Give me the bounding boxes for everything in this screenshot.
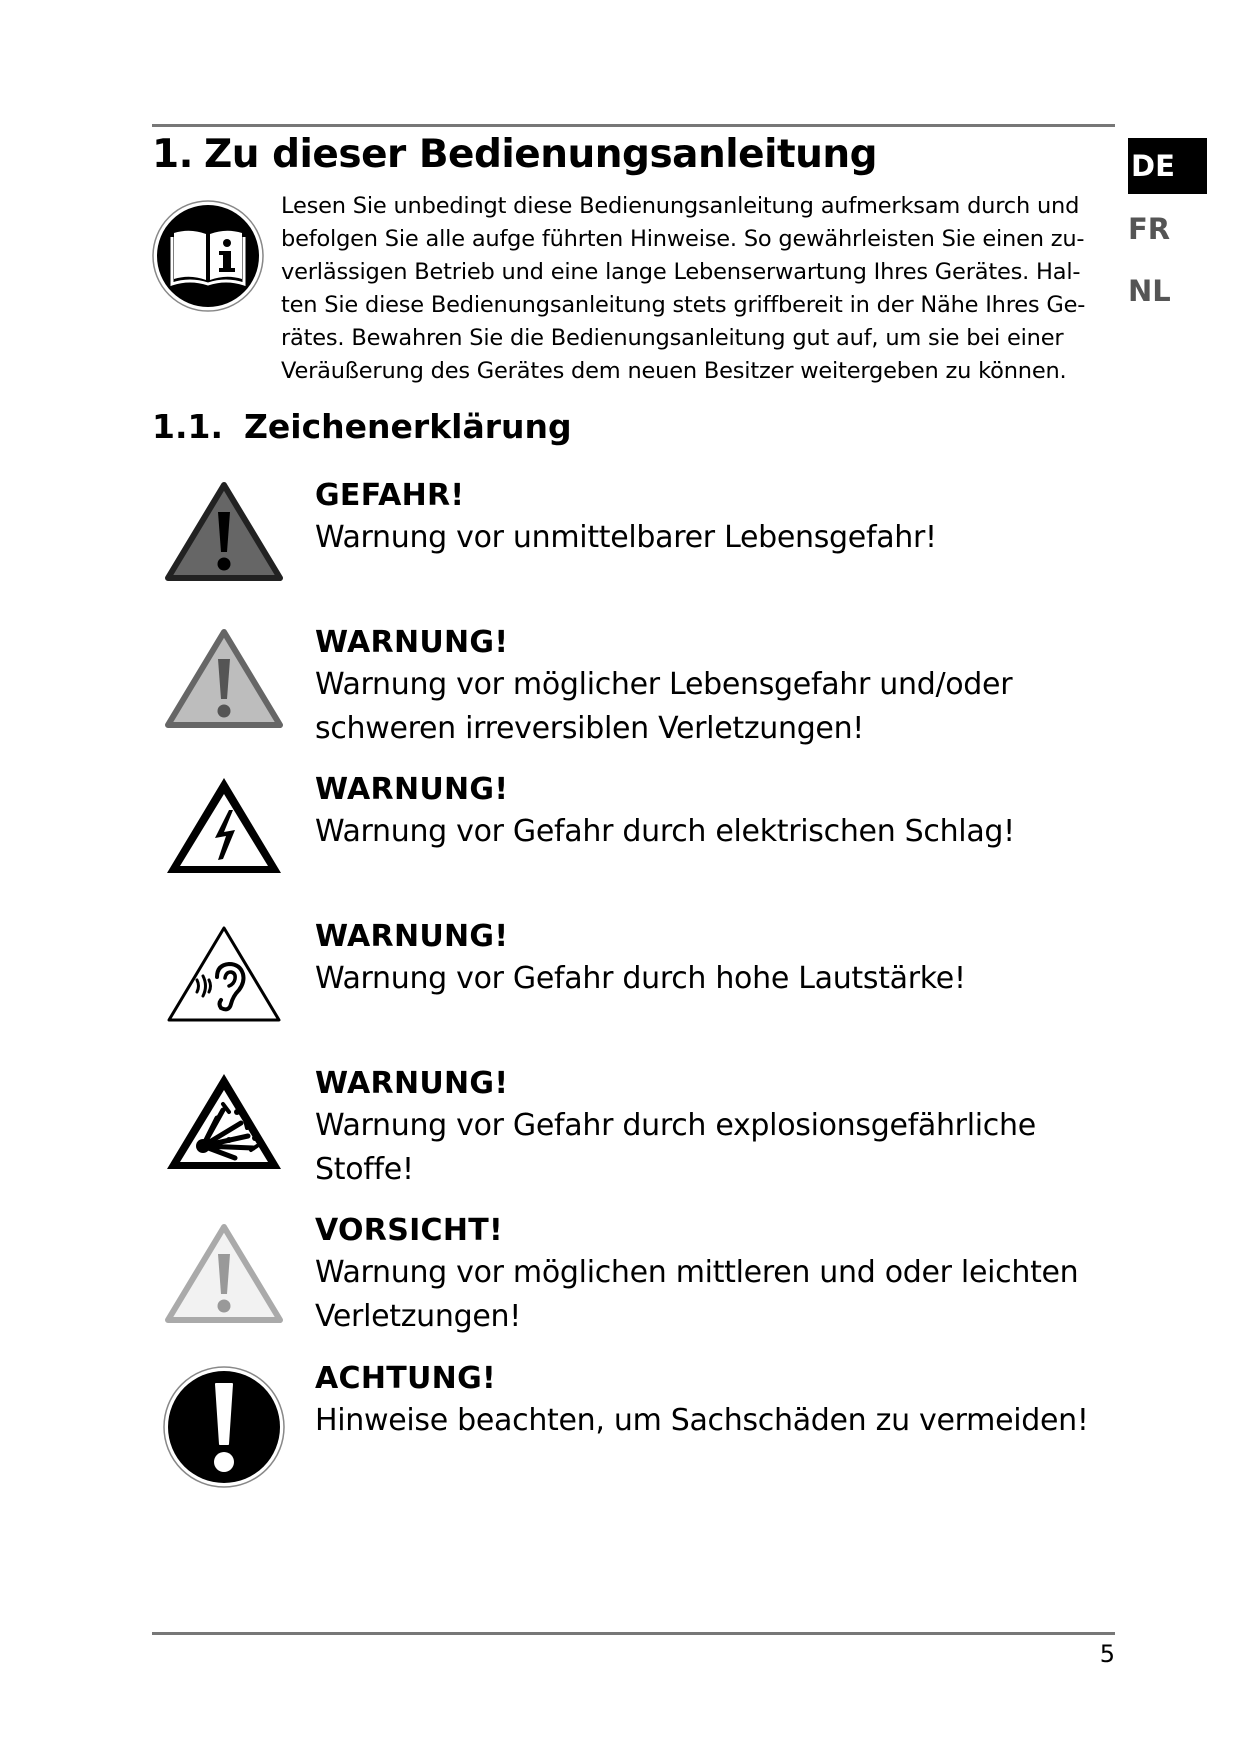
symbol-entry [315,1211,1115,1339]
symbol-description [315,663,1115,751]
loud-volume-icon [163,920,285,1030]
symbol-title: GEFAHR! [315,478,465,513]
symbol-title: WARNUNG! [315,772,509,807]
intro-line: Lesen Sie unbedingt diese Bedienungsanleitung aufmerksam durch und [281,193,1080,219]
symbol-entry [315,623,1115,751]
intro-line: Veräußerung des Gerätes dem neuen Besitzer weitergeben zu können. [281,358,1067,384]
warning-triangle-icon [163,625,285,735]
symbol-description [315,1251,1115,1339]
caution-triangle-icon [163,1220,285,1330]
symbol-description-line: Warnung vor unmittelbarer Lebensgefahr! [315,520,937,555]
section-title: Zu dieser Bedienungsanleitung [204,132,878,177]
manual-info-icon [152,200,264,312]
intro-paragraph [281,190,1121,388]
symbol-entry [315,1064,1115,1192]
symbol-description [315,810,1115,854]
page-number: 5 [1099,1640,1115,1668]
symbol-description-line: schweren irreversiblen Verletzungen! [315,711,865,746]
symbol-entry [315,770,1115,854]
section-number: 1. [152,132,193,177]
attention-icon [163,1366,285,1488]
symbol-description [315,516,1115,560]
symbol-description [315,1399,1115,1443]
language-tab-de[interactable]: DE [1128,138,1207,194]
symbol-title: ACHTUNG! [315,1361,496,1396]
symbol-description-line: Hinweise beachten, um Sachschäden zu vermeiden! [315,1403,1089,1438]
symbol-title: WARNUNG! [315,1066,509,1101]
explosive-icon [163,1068,285,1178]
danger-triangle-icon [163,478,285,588]
symbol-title: WARNUNG! [315,919,509,954]
symbol-description-line: Warnung vor Gefahr durch hohe Lautstärke! [315,961,966,996]
language-tab-nl[interactable]: NL [1128,274,1171,308]
symbol-description-line: Warnung vor Gefahr durch elektrischen Schlag! [315,814,1015,849]
intro-line: verlässigen Betrieb und eine lange Lebenserwartung Ihres Gerätes. Hal- [281,259,1081,285]
symbol-description-line: Verletzungen! [315,1299,521,1334]
top-rule [152,124,1115,127]
language-tab-fr[interactable]: FR [1128,212,1171,246]
symbol-description [315,1104,1115,1192]
subsection-number: 1.1. [152,407,223,446]
symbol-entry [315,1359,1115,1443]
symbol-title: VORSICHT! [315,1213,504,1248]
symbol-description [315,957,1115,1001]
symbol-title: WARNUNG! [315,625,509,660]
subsection-title: Zeichenerklärung [244,407,572,446]
bottom-rule [152,1632,1115,1635]
symbol-entry [315,917,1115,1001]
subsection-heading [152,407,572,446]
intro-line: rätes. Bewahren Sie die Bedienungsanleitung gut auf, um sie bei einer [281,325,1064,351]
symbol-description-line: Warnung vor möglichen mittleren und oder leichten [315,1255,1079,1290]
intro-line: befolgen Sie alle aufge führten Hinweise. So gewährleisten Sie einen zu- [281,226,1085,252]
electric-shock-icon [163,772,285,882]
symbol-entry [315,476,1115,560]
symbol-description-line: Warnung vor Gefahr durch explosionsgefährliche [315,1108,1036,1143]
section-heading [152,132,877,177]
symbol-description-line: Stoffe! [315,1152,414,1187]
symbol-description-line: Warnung vor möglicher Lebensgefahr und/oder [315,667,1013,702]
intro-line: ten Sie diese Bedienungsanleitung stets griffbereit in der Nähe Ihres Ge- [281,292,1086,318]
